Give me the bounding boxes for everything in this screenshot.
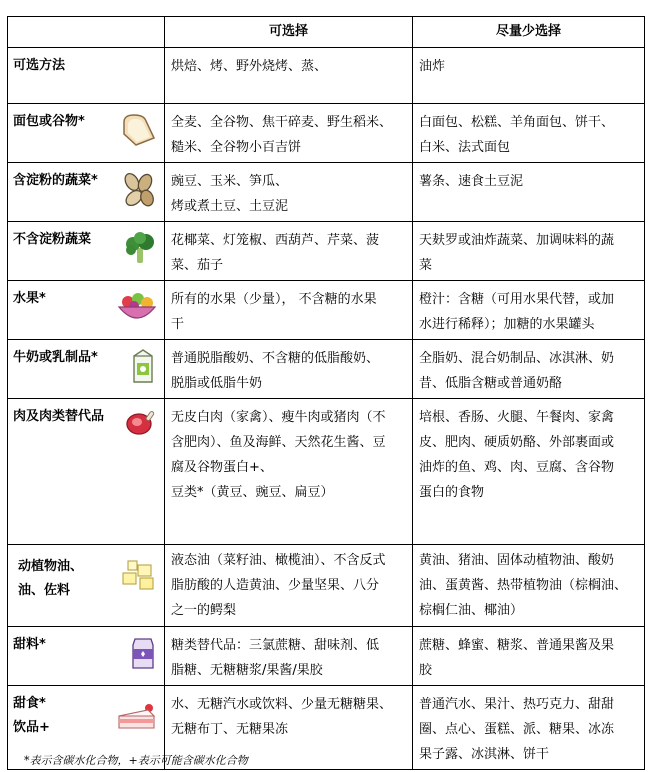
food-choice-table — [7, 16, 645, 770]
choose-line: 烤或煮土豆、土豆泥 — [171, 199, 289, 214]
choose-cell — [165, 545, 413, 627]
choose-line: 含肥肉）、鱼及海鲜、天然花生酱、豆 — [171, 435, 386, 450]
sweetener-icon — [128, 635, 158, 671]
choose-line: 液态油（菜籽油、橄榄油）、不含反式 — [171, 553, 386, 568]
avoid-cell — [413, 686, 645, 770]
choose-line: 菜、茄子 — [171, 258, 224, 273]
seeds-icon — [120, 171, 158, 209]
avoid-line: 白面包、松糕、羊角面包、饼干、 — [419, 115, 615, 130]
choose-line: 脂肪酸的人造黄油、少量坚果、八分 — [171, 578, 380, 593]
table-row — [8, 163, 645, 222]
milk-carton-icon — [128, 348, 158, 384]
choose-line: 水、无糖汽水或饮料、少量无糖糖果、 — [171, 697, 393, 712]
header-avoid: 尽量少选择 — [413, 17, 645, 48]
choose-cell — [165, 340, 413, 399]
choose-line: 腐及谷物蛋白+、 — [171, 460, 273, 475]
avoid-cell — [413, 545, 645, 627]
broccoli-icon — [122, 230, 158, 266]
choose-line: 糙米、全谷物小百吉饼 — [171, 140, 302, 155]
category-cell — [8, 545, 165, 627]
category-label: 甜料* — [13, 637, 46, 652]
choose-line: 之一的鳄梨 — [171, 603, 237, 618]
choose-line: 脂糖、无糖糖浆/果酱/果胶 — [171, 663, 323, 678]
category-label: 牛奶或乳制品* — [13, 350, 98, 365]
avoid-line: 普通汽水、果汁、热巧克力、甜甜 — [419, 697, 615, 712]
choose-cell — [165, 163, 413, 222]
table-header-row — [8, 17, 645, 48]
avoid-line: 蔗糖、蜂蜜、糖浆、普通果酱及果 — [419, 638, 615, 653]
table-row — [8, 545, 645, 627]
choose-line: 花椰菜、灯笼椒、西葫芦、芹菜、菠 — [171, 233, 380, 248]
avoid-line: 昔、低脂含糖或普通奶酪 — [419, 376, 563, 391]
avoid-line: 黄油、猪油、固体动植物油、酸奶 — [419, 553, 615, 568]
choose-cell — [165, 281, 413, 340]
category-label: 肉及肉类替代品 — [13, 409, 105, 424]
category-cell — [8, 340, 165, 399]
choose-cell — [165, 627, 413, 686]
avoid-line: 薯条、速食土豆泥 — [419, 174, 524, 189]
choose-line: 豌豆、玉米、笋瓜、 — [171, 174, 289, 189]
bread-icon — [120, 112, 158, 148]
category-cell — [8, 163, 165, 222]
category-label: 面包或谷物* — [13, 114, 85, 129]
choose-line: 无皮白肉（家禽）、瘦牛肉或猪肉（不 — [171, 410, 386, 425]
table-row — [8, 399, 645, 545]
table-row — [8, 222, 645, 281]
avoid-line: 橙汁：含糖（可用水果代替，或加 — [419, 292, 615, 307]
category-label: 甜食* — [13, 696, 46, 711]
avoid-cell — [413, 399, 645, 545]
table-row — [8, 627, 645, 686]
category-cell — [8, 104, 165, 163]
avoid-line: 蛋白的食物 — [419, 485, 485, 500]
header-category — [8, 17, 165, 48]
choose-cell — [165, 399, 413, 545]
avoid-line: 胶 — [419, 663, 433, 678]
choose-cell — [165, 222, 413, 281]
avoid-cell — [413, 104, 645, 163]
avoid-cell — [413, 627, 645, 686]
choose-cell — [165, 48, 413, 104]
choose-line: 豆类*（黄豆、豌豆、扁豆） — [171, 485, 334, 500]
category-label: 可选方法 — [13, 58, 66, 73]
choose-line: 烘焙、烤、野外烧烤、蒸、 — [171, 59, 328, 74]
choose-cell — [165, 104, 413, 163]
choose-line: 全麦、全谷物、焦干碎麦、野生稻米、 — [171, 115, 393, 130]
avoid-line: 圈、点心、蛋糕、派、糖果、冰冻 — [419, 722, 615, 737]
table-row — [8, 48, 645, 104]
choose-line: 无糖布丁、无糖果冻 — [171, 722, 289, 737]
avoid-line: 全脂奶、混合奶制品、冰淇淋、奶 — [419, 351, 615, 366]
avoid-cell — [413, 163, 645, 222]
choose-line: 脱脂或低脂牛奶 — [171, 376, 263, 391]
fruit-bowl-icon — [116, 289, 158, 325]
avoid-line: 白米、法式面包 — [419, 140, 511, 155]
avoid-line: 果子露、冰淇淋、饼干 — [419, 747, 550, 762]
avoid-line: 天麸罗或油炸蔬菜、加调味料的蔬 — [419, 233, 615, 248]
category-cell — [8, 399, 165, 545]
category-cell — [8, 281, 165, 340]
choose-line: 糖类替代品：三氯蔗糖、甜味剂、低 — [171, 638, 380, 653]
avoid-line: 菜 — [419, 258, 433, 273]
category-label: 不含淀粉蔬菜 — [13, 232, 92, 247]
category-label: 含淀粉的蔬菜* — [13, 173, 98, 188]
choose-line: 干 — [171, 317, 185, 332]
avoid-line: 皮、肥肉、硬质奶酪、外部裹面或 — [419, 435, 615, 450]
cake-icon — [116, 700, 158, 734]
category-cell — [8, 222, 165, 281]
category-label: 动植物油、油、佐料 — [18, 559, 84, 598]
choose-line: 所有的水果（少量）， 不含糖的水果 — [171, 292, 377, 307]
table-row — [8, 281, 645, 340]
table-row — [8, 104, 645, 163]
avoid-line: 棕榈仁油、椰油） — [419, 603, 524, 618]
avoid-cell — [413, 281, 645, 340]
category-label: 水果* — [13, 291, 46, 306]
category-label-secondary: 饮品+ — [13, 720, 50, 735]
avoid-line: 水进行稀释）；加糖的水果罐头 — [419, 317, 595, 332]
avoid-line: 油炸 — [419, 59, 446, 74]
avoid-line: 油炸的鱼、鸡、肉、豆腐、含谷物 — [419, 460, 615, 475]
header-choose: 可选择 — [165, 17, 413, 48]
category-cell — [8, 48, 165, 104]
avoid-cell — [413, 48, 645, 104]
avoid-line: 油、蛋黄酱、热带植物油（棕榈油、 — [419, 578, 628, 593]
avoid-line: 培根、香肠、火腿、午餐肉、家禽 — [419, 410, 615, 425]
footnote: *表示含碳水化合物，+表示可能含碳水化合物 — [24, 754, 248, 767]
ham-icon — [124, 407, 158, 439]
butter-icon — [120, 559, 158, 593]
avoid-cell — [413, 222, 645, 281]
table-row — [8, 340, 645, 399]
choose-line: 普通脱脂酸奶、不含糖的低脂酸奶、 — [171, 351, 380, 366]
avoid-cell — [413, 340, 645, 399]
category-cell — [8, 627, 165, 686]
